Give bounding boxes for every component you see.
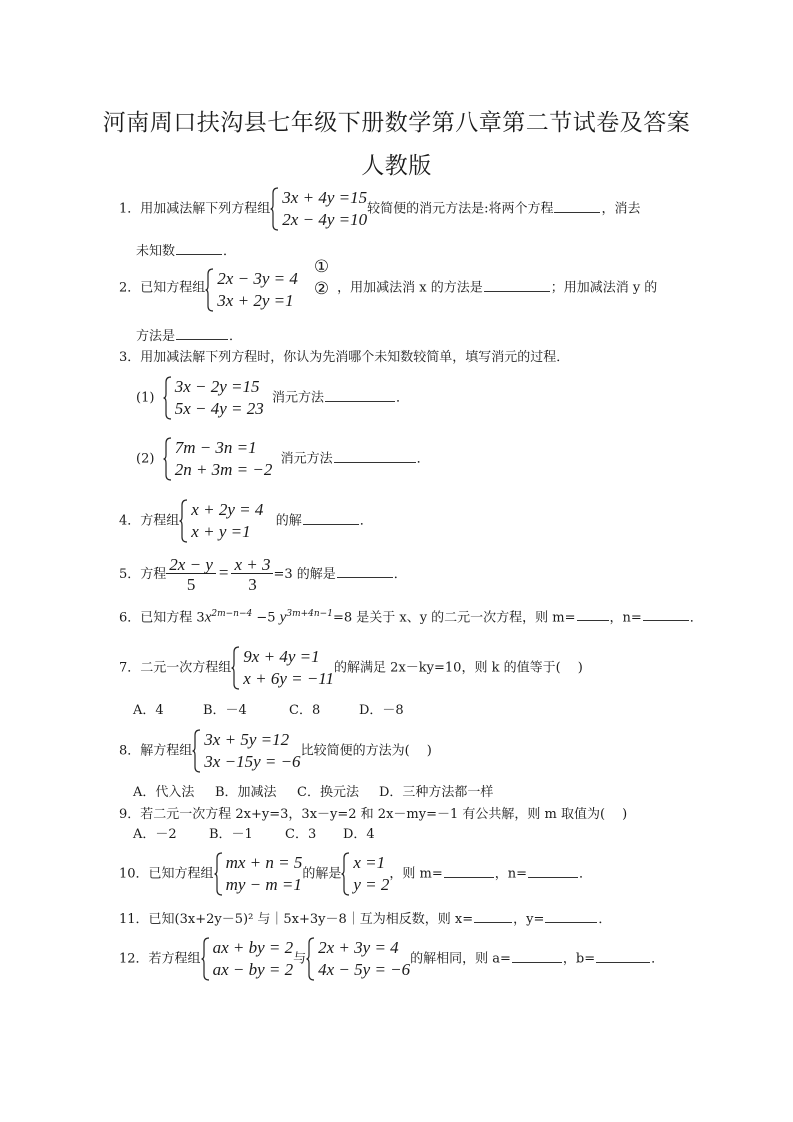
question-text: ；用加减法消 y 的 xyxy=(550,280,658,296)
brace-icon xyxy=(205,268,214,312)
question-text: 消元方法 xyxy=(272,390,325,406)
option-b[interactable]: B．加减法 xyxy=(215,785,277,800)
question-text: 的解是 xyxy=(302,866,342,882)
equation: my − m =1 xyxy=(225,875,302,894)
question-text: 的解相同，则 a= xyxy=(410,951,511,967)
option-d[interactable]: D．－8 xyxy=(359,703,404,718)
brace-icon xyxy=(192,729,201,773)
question-text: 已知方程 3 xyxy=(140,610,205,626)
option-d[interactable]: D．4 xyxy=(343,827,375,842)
option-d[interactable]: D．三种方法都一样 xyxy=(379,785,494,800)
exponent: 3m+4n−1 xyxy=(286,609,333,619)
punctuation: ． xyxy=(598,912,612,927)
equation: 2x − 4y =10 xyxy=(282,210,368,229)
question-3-part-1 xyxy=(136,376,409,420)
equation: x + 6y = −11 xyxy=(243,669,335,688)
question-text: =3 的解是 xyxy=(273,567,336,582)
question-text: 方程 xyxy=(140,567,167,582)
question-text: 解方程组 xyxy=(140,743,193,759)
brace-icon xyxy=(306,937,315,981)
answer-blank-n[interactable] xyxy=(643,619,689,621)
marker-2: ② xyxy=(313,279,330,299)
punctuation: ． xyxy=(359,513,373,529)
question-1-line2 xyxy=(136,245,236,258)
answer-blank-y[interactable] xyxy=(545,921,597,923)
question-4 xyxy=(119,499,373,543)
answer-blank[interactable] xyxy=(334,461,416,463)
question-text: ，消去 xyxy=(601,201,641,217)
document-subtitle: 人教版 xyxy=(361,153,432,179)
question-text: ，y= xyxy=(513,912,545,927)
question-text: 若二元一次方程 2x+y=3，3x－y=2 和 2x－my=－1 有公共解，则 m 取值为( ) xyxy=(140,807,628,822)
brace-icon xyxy=(270,187,279,231)
equals-sign: = xyxy=(218,563,229,582)
punctuation: ． xyxy=(651,951,665,967)
question-10 xyxy=(119,852,592,896)
option-a[interactable]: A．－2 xyxy=(133,827,177,842)
numerator: 2x − y xyxy=(166,556,216,574)
equation-system xyxy=(163,376,264,420)
punctuation: ． xyxy=(579,866,593,882)
equation: 5x − 4y = 23 xyxy=(174,399,264,418)
brace-icon xyxy=(231,646,240,690)
answer-blank-m[interactable] xyxy=(577,619,609,621)
question-text: 已知(3x+2y－5)² 与｜5x+3y－8｜互为相反数，则 x= xyxy=(148,912,474,927)
answer-blank[interactable] xyxy=(176,338,228,340)
question-text: ，则 m= xyxy=(389,866,443,882)
question-11 xyxy=(119,913,611,926)
option-a[interactable]: A．4 xyxy=(133,703,164,718)
question-1 xyxy=(119,187,641,231)
question-5 xyxy=(119,556,407,593)
question-text: 比较简便的方法为( ) xyxy=(300,743,432,759)
variable-y: y xyxy=(279,609,287,626)
question-6 xyxy=(119,610,703,625)
equation: 7m − 3n =1 xyxy=(174,438,257,457)
question-number: 12． xyxy=(119,951,149,967)
numerator: x + 3 xyxy=(231,556,273,574)
option-c[interactable]: C．换元法 xyxy=(297,785,359,800)
question-number: 2． xyxy=(119,280,141,296)
equation: 3x + 5y =12 xyxy=(204,730,290,749)
question-text: ，用加减法消 x 的方法是 xyxy=(337,280,483,296)
equation: ax − by = 2 xyxy=(212,960,294,979)
equation: 9x + 4y =1 xyxy=(243,647,320,666)
equation: 3x + 2y =1 xyxy=(217,291,294,310)
question-text: ，n= xyxy=(609,610,642,626)
answer-blank[interactable] xyxy=(325,400,395,402)
question-8 xyxy=(119,729,432,773)
equation-system xyxy=(306,937,410,981)
equation: ax + by = 2 xyxy=(212,938,294,957)
question-text: 的解 xyxy=(275,513,302,529)
answer-blank[interactable] xyxy=(176,253,222,255)
equation: x + 2y = 4 xyxy=(191,500,264,519)
equation: mx + n = 5 xyxy=(225,853,303,872)
equation: x =1 xyxy=(353,853,386,872)
equation-markers xyxy=(314,256,329,300)
question-text: 二元一次方程组 xyxy=(140,660,232,676)
question-2-line2 xyxy=(136,330,242,343)
question-3-part-2 xyxy=(136,437,430,481)
option-c[interactable]: C．3 xyxy=(285,827,317,842)
question-number: 8． xyxy=(119,743,141,759)
equation: 3x + 4y =15 xyxy=(282,188,368,207)
question-text: 未知数 xyxy=(136,244,176,259)
question-number: 10． xyxy=(119,866,149,882)
sub-label: (2) xyxy=(136,451,155,467)
option-b[interactable]: B．－4 xyxy=(203,703,247,718)
question-8-options xyxy=(133,786,493,799)
equation-system xyxy=(214,852,303,896)
brace-icon xyxy=(163,376,172,420)
question-number: 1． xyxy=(119,201,141,217)
equation-system xyxy=(205,268,298,312)
option-a[interactable]: A．代入法 xyxy=(133,785,195,800)
question-3 xyxy=(119,351,569,364)
question-number: 11． xyxy=(119,912,149,927)
punctuation: ． xyxy=(396,390,410,406)
question-number: 3． xyxy=(119,350,141,365)
answer-blank-x[interactable] xyxy=(474,921,512,923)
equation: 3x −15y = −6 xyxy=(204,752,301,771)
marker-1: ① xyxy=(313,257,330,277)
equation-system xyxy=(163,437,273,481)
question-text: 方程组 xyxy=(140,513,180,529)
answer-blank[interactable] xyxy=(303,523,359,525)
question-2 xyxy=(119,257,658,310)
equation: x + y =1 xyxy=(191,522,251,541)
question-9 xyxy=(119,808,627,821)
question-text: 的解满足 2x－ky=10，则 k 的值等于( ) xyxy=(334,660,583,676)
question-7 xyxy=(119,646,583,690)
punctuation: ． xyxy=(393,567,407,582)
equation: 3x − 2y =15 xyxy=(174,377,260,396)
equation: 4x − 5y = −6 xyxy=(318,960,411,979)
question-text: 用加减法解下列方程组 xyxy=(140,201,271,217)
equation-system xyxy=(192,729,300,773)
answer-blank[interactable] xyxy=(554,211,600,213)
question-number: 5． xyxy=(119,567,141,582)
brace-icon xyxy=(163,437,172,481)
question-9-options xyxy=(133,828,375,841)
equation: 2n + 3m = −2 xyxy=(174,460,273,479)
brace-icon xyxy=(214,852,223,896)
brace-icon xyxy=(201,937,210,981)
equation: y = 2 xyxy=(353,875,390,894)
fraction xyxy=(166,556,216,593)
option-c[interactable]: C．8 xyxy=(289,703,321,718)
fraction xyxy=(231,556,273,593)
equation-system xyxy=(201,937,294,981)
equation-system xyxy=(179,499,263,543)
question-text: 若方程组 xyxy=(148,951,201,967)
question-number: 6． xyxy=(119,610,141,626)
denominator: 3 xyxy=(248,575,257,594)
question-text: 较简便的消元方法是:将两个方程 xyxy=(367,201,554,217)
question-text: 已知方程组 xyxy=(140,280,206,296)
question-text: 方法是 xyxy=(136,329,176,344)
denominator: 5 xyxy=(186,575,196,594)
question-text: 已知方程组 xyxy=(148,866,214,882)
answer-blank[interactable] xyxy=(337,576,393,578)
equation-system xyxy=(231,646,334,690)
question-number: 7． xyxy=(119,660,141,676)
equation-system xyxy=(270,187,367,231)
brace-icon xyxy=(179,499,188,543)
question-text: −5 xyxy=(252,610,280,626)
brace-icon xyxy=(341,852,350,896)
equation: 2x + 3y = 4 xyxy=(318,938,399,957)
punctuation: ． xyxy=(416,451,430,467)
question-number: 9． xyxy=(119,807,141,822)
answer-blank-n[interactable] xyxy=(528,876,578,878)
answer-blank[interactable] xyxy=(484,290,550,292)
variable-x: x xyxy=(204,609,212,626)
question-7-options xyxy=(133,704,404,717)
document-title: 河南周口扶沟县七年级下册数学第八章第二节试卷及答案 xyxy=(102,110,691,136)
question-text: 用加减法解下列方程时，你认为先消哪个未知数较简单，填写消元的过程． xyxy=(140,350,570,365)
question-text: ，n= xyxy=(494,866,527,882)
punctuation: ． xyxy=(223,244,237,259)
answer-blank-b[interactable] xyxy=(596,961,650,963)
punctuation: ． xyxy=(689,610,703,626)
question-12 xyxy=(119,937,664,981)
exponent: 2m−n−4 xyxy=(211,609,253,619)
punctuation: ． xyxy=(229,329,243,344)
option-b[interactable]: B．－1 xyxy=(209,827,253,842)
answer-blank-a[interactable] xyxy=(512,961,562,963)
sub-label: (1) xyxy=(136,390,155,406)
question-text: =8 是关于 x、y 的二元一次方程，则 m= xyxy=(332,610,576,626)
equation: 2x − 3y = 4 xyxy=(217,269,298,288)
solution-system xyxy=(341,852,389,896)
answer-blank-m[interactable] xyxy=(444,876,494,878)
question-text: 消元方法 xyxy=(280,451,333,467)
question-text: ，b= xyxy=(562,951,596,967)
question-text: 与 xyxy=(293,951,307,967)
question-number: 4． xyxy=(119,513,141,529)
